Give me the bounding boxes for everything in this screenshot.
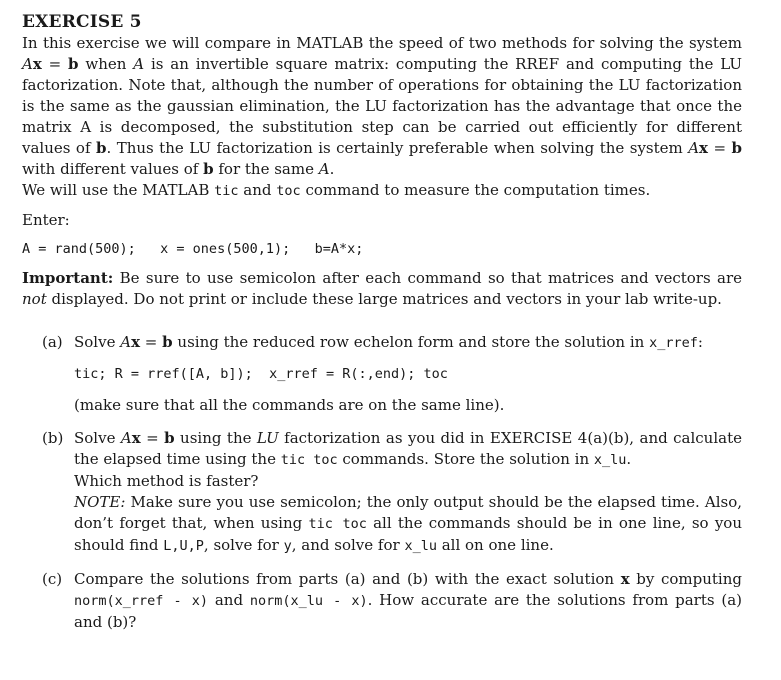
math-var: A [688,139,700,157]
text: Compare the solutions from parts (a) and (b) with the exact solution [74,570,621,588]
text: , solve for [203,536,284,554]
math-vector: b [164,429,175,447]
part-a-code: tic; R = rref([A, b]); x_rref = R(:,end); toc [74,366,448,382]
math-vector: b [95,139,107,157]
tic-toc-paragraph [22,180,742,202]
intro-text: with different values of [22,160,204,178]
intro-paragraph [22,33,742,180]
inline-code: tic toc [280,452,338,468]
inline-code: x_rref [649,335,698,351]
text: by computing [629,570,742,588]
text: command to measure the computation times. [300,181,651,199]
text: : [697,333,703,351]
text: . How accurate are the solutions from parts (a) and (b)? [74,591,743,631]
inline-code: x_lu [404,538,437,554]
math-vector: b [162,333,173,351]
part-a-note: (make sure that all the commands are on the same line). [74,396,505,414]
exercise-page [22,12,742,645]
important-paragraph [22,268,742,310]
inline-code: x_lu [593,452,627,468]
math-var: A [120,333,132,351]
intro-text: for the same [213,160,319,178]
text: Solve [74,429,121,447]
text: factorization as you did in EXERCISE 4(a)(b), and calculate the elapsed time using the [74,429,742,468]
inline-code: tic [214,183,239,199]
math-var: A [120,429,132,447]
part-c-text [74,569,742,633]
text: displayed. Do not print or include these large matrices and vectors in your lab write-up. [46,290,722,308]
text: all the commands should be in one line, so you should find [74,514,742,554]
emphasis: not [22,290,47,308]
enter-label: Enter: [22,211,70,229]
part-b-text [74,428,742,471]
intro-text: when [78,55,134,73]
math-vector: b [731,139,742,157]
text: and [208,591,250,609]
math-eq: = [140,333,163,351]
part-c [22,569,742,633]
intro-text: is an invertible square matrix: computing the RREF and computing the LU factorization. Note that, although the number of operations for obtaining the LU factorization is the same as the gaussian elimination, the LU factorization has the advantage that once the matrix A is decomposed, the substitution step can be carried out efficiently for different values of [22,55,743,157]
math-vector: x [131,333,141,351]
exercise-title: EXERCISE 5 [22,12,142,32]
intro-text: . Thus the LU factorization is certainly preferable when solving the system [106,139,689,157]
emphasis: LU [256,429,279,447]
part-a-text [74,332,742,354]
part-label: (b) [42,429,64,447]
inline-code: y [283,538,292,554]
math-var: A [318,160,330,178]
text: using the reduced row echelon form and store the solution in [172,333,650,351]
part-b-note [74,492,742,557]
text: commands. Store the solution in [337,450,594,468]
part-b-question: Which method is faster? [74,472,259,490]
math-vector: x [699,139,708,157]
math-var: A [133,55,145,73]
text: using the [174,429,257,447]
math-vector: x [131,429,141,447]
inline-code: tic toc [308,516,367,532]
math-vector: x [32,55,42,73]
part-label: (c) [42,570,63,588]
setup-code: A = rand(500); x = ones(500,1); b=A*x; [22,241,364,257]
part-a [22,332,742,416]
math-eq: = [140,429,165,447]
text: Make sure you use semicolon; the only output should be the elapsed time. Also, don’t forget that, when using [74,493,742,532]
important-label: Important: [22,269,114,287]
math-vector: b [203,160,214,178]
text: We will use the MATLAB [22,181,215,199]
math-vector: b [68,55,79,73]
text: all on one line. [436,536,554,554]
text: and [238,181,277,199]
part-b [22,428,742,557]
parts-list [22,332,742,633]
inline-code: norm(x_lu - x) [249,593,368,609]
part-label: (a) [42,333,63,351]
math-vector: x [620,570,630,588]
inline-code: L,U,P [163,538,204,554]
inline-code: norm(x_rref - x) [74,593,209,609]
math-eq: = [41,55,69,73]
inline-code: toc [276,183,301,199]
note-label: NOTE: [74,493,126,511]
math-var: A [22,55,33,73]
math-eq: = [708,139,732,157]
intro-text: In this exercise we will compare in MATLAB the speed of two methods for solving the system [22,34,742,52]
text: Be sure to use semicolon after each command so that matrices and vectors are [113,269,742,287]
text: , and solve for [291,536,405,554]
text: . [626,450,632,468]
text: Solve [74,333,121,351]
intro-text: . [329,160,335,178]
